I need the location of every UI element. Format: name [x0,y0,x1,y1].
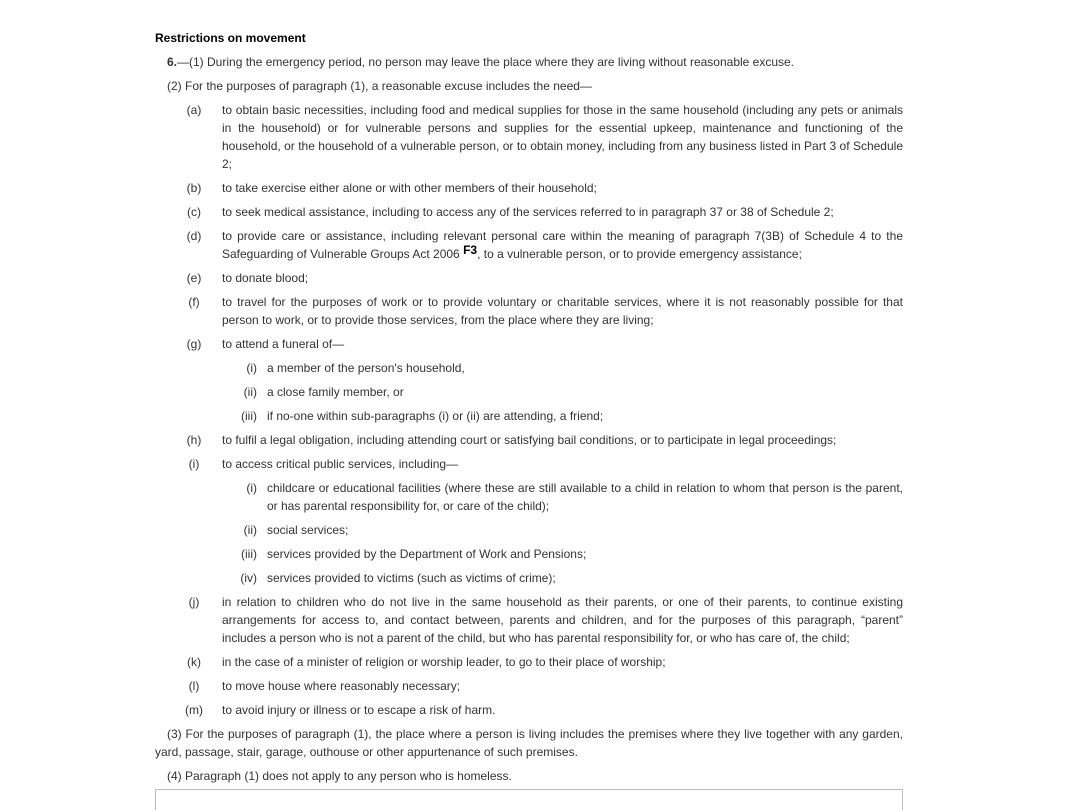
paragraph-3: (3) For the purposes of paragraph (1), the place where a person is living includes the premises where they live together with any garden, yard, passage, stair, garage, outhouse or other appurtenance of such premises. [155,727,903,759]
annotations-box [155,789,903,810]
section-heading: Restrictions on movement [155,31,306,45]
item-k: (k) in the case of a minister of religion or worship leader, to go to their place of worship; [187,655,666,669]
item-f: (f) to travel for the purposes of work or to provide voluntary or charitable services, where it is not reasonably possible for that person to work, or to provide those services, from the place where they are living; [188,295,903,327]
sub-item-i-ii: (ii) social services; [243,523,349,537]
paragraph-4: (4) Paragraph (1) does not apply to any person who is homeless. [167,769,512,783]
sub-item-i-i: (i) childcare or educational facilities (where these are still available to a child in relation to whom that person is the parent, or has parental responsibility for, or care of the child); [246,481,903,513]
legislation-document [155,31,903,791]
item-l: (l) to move house where reasonably necessary; [188,679,461,693]
item-b: (b) to take exercise either alone or with other members of their household; [186,181,597,195]
item-m: (m) to avoid injury or illness or to escape a risk of harm. [185,703,496,717]
item-e: (e) to donate blood; [186,271,309,285]
sub-item-i-iii: (iii) services provided by the Department of Work and Pensions; [241,547,587,561]
item-a: (a) to obtain basic necessities, including food and medical supplies for those in the same household (including any pets or animals in the household) or for vulnerable persons and supplies for the essential upkeep, maintenance and functioning of the household, or the household of a vulnerable person, or to obtain money, including from any business listed in Part 3 of Schedule 2; [186,103,903,171]
sub-item-i-iv: (iv) services provided to victims (such as victims of crime); [240,571,556,585]
item-d: (d) to provide care or assistance, including relevant personal care within the meaning of paragraph 7(3B) of Schedule 4 to the Safeguarding of Vulnerable Groups Act 2006 F3, to a vulnerable person, or to provide emergency assistance; [186,229,903,261]
paragraph-2: (2) For the purposes of paragraph (1), a reasonable excuse includes the need— [167,79,592,93]
section-number: 6. [167,55,178,69]
item-c: (c) to seek medical assistance, including to access any of the services referred to in paragraph 37 or 38 of Schedule 2; [187,205,834,219]
sub-item-g-iii: (iii) if no-one within sub-paragraphs (i) or (ii) are attending, a friend; [241,409,604,423]
sub-item-g-ii: (ii) a close family member, or [243,385,404,399]
sub-item-g-i: (i) a member of the person's household, [246,361,465,375]
paragraph-1: 6.—(1) During the emergency period, no person may leave the place where they are living without reasonable excuse. [167,55,795,69]
item-h: (h) to fulfil a legal obligation, including attending court or satisfying bail conditions, or to participate in legal proceedings; [186,433,837,447]
item-i: (i) to access critical public services, including— [188,457,459,471]
item-j: (j) in relation to children who do not live in the same household as their parents, or one of their parents, to continue existing arrangements for access to, and contact between, parents and children, and for the purposes of this paragraph, “parent” includes a person who is not a parent of the child, but who has parental responsibility for, or who has care of, the child; [188,595,903,645]
item-g: (g) to attend a funeral of— [186,337,345,351]
footnote-link-f3[interactable]: F3 [463,243,478,257]
